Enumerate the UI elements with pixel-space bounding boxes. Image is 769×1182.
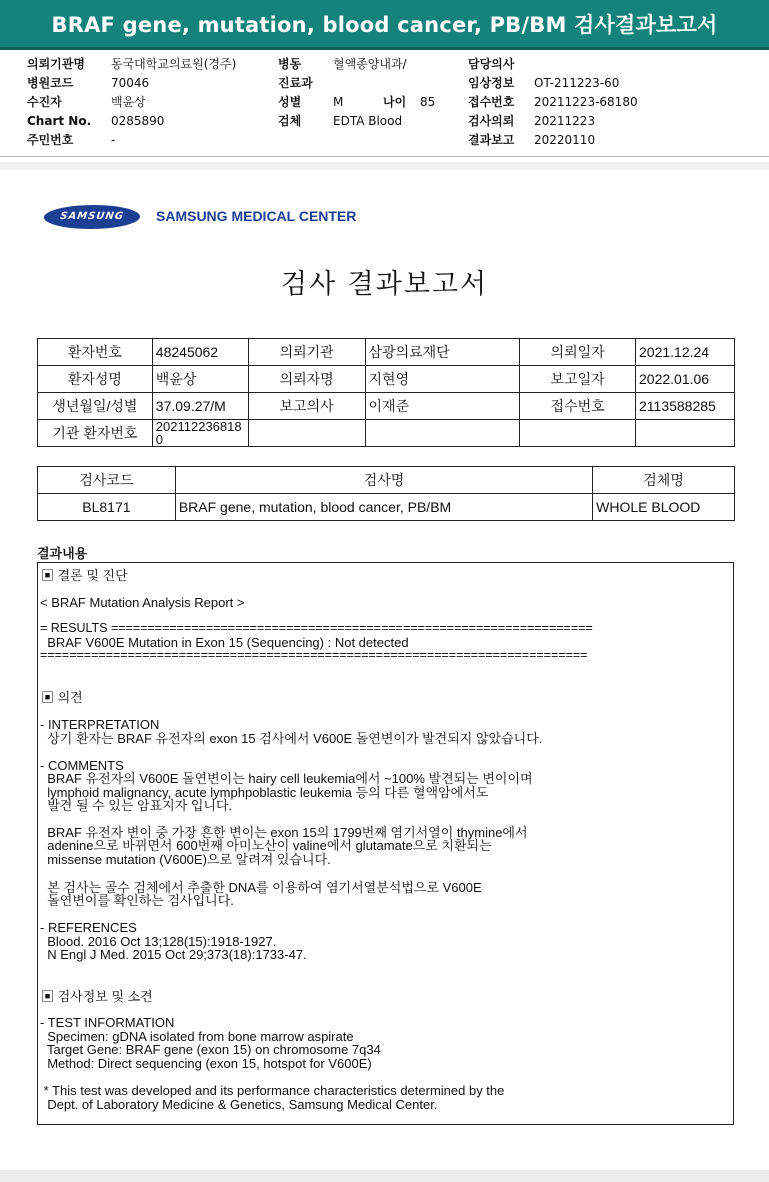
label-request-date: 검사의뢰	[468, 114, 515, 128]
label-report-date: 결과보고	[468, 133, 515, 147]
table-header: 검체명	[593, 467, 735, 494]
reference-item: N Engl J Med. 2015 Oct 29;373(18):1733-47.	[40, 947, 307, 962]
table-cell	[365, 420, 520, 447]
comments-line: adenine으로 바뀌면서 600번째 아미노산이 valine에서 glutamate으로 치환되는	[40, 838, 492, 853]
results-rule: ===========================================================================	[40, 648, 588, 662]
test-info-line: Target Gene: BRAF gene (exon 15) on chromosome 7q34	[40, 1042, 381, 1057]
header-col3	[468, 55, 638, 150]
table-cell: 지현영	[365, 366, 520, 393]
table-cell	[248, 420, 365, 447]
table-cell: 보고일자	[520, 366, 636, 393]
table-header-row	[38, 467, 735, 494]
header-col1	[27, 55, 236, 150]
comments-line: 발견 될 수 있는 암표지자 입니다.	[40, 798, 233, 813]
table-cell: 48245062	[152, 339, 248, 366]
page-gap	[0, 162, 769, 170]
interpretation-text: 상기 환자는 BRAF 유전자의 exon 15 검사에서 V600E 돌연변이가 발견되지 않았습니다.	[40, 731, 543, 746]
label-receipt-no: 접수번호	[468, 95, 515, 109]
section-conclusion: ▣ 결론 및 진단	[41, 568, 128, 583]
label-hospital-code: 병원코드	[27, 76, 74, 90]
label-chart-no: Chart No.	[27, 114, 92, 128]
header-col2	[278, 55, 435, 131]
comments-line: BRAF 유전자의 V600E 돌연변이는 hairy cell leukemia에서 ~100% 발견되는 변이이며	[40, 771, 533, 786]
results-heading: 결과내용	[37, 547, 88, 562]
value-age: 85	[420, 95, 436, 109]
comments-line: BRAF 유전자 변이 중 가장 흔한 변이는 exon 15의 1799번째 염기서열이 thymine에서	[40, 825, 528, 840]
table-header: 검사코드	[38, 467, 176, 494]
table-cell: 2021122368180	[152, 420, 248, 447]
interpretation-heading: - INTERPRETATION	[40, 717, 160, 732]
page-bottom-margin	[0, 1170, 769, 1182]
table-cell: 보고의사	[248, 393, 365, 420]
comments-line: 본 검사는 골수 검체에서 추출한 DNA를 이용하여 염기서열분석법으로 V600E	[40, 880, 482, 895]
table-cell: 환자성명	[38, 366, 153, 393]
report-title: BRAF gene, mutation, blood cancer, PB/BM 검사결과보고서	[51, 13, 718, 37]
value-ward: 혈액종양내과/	[333, 57, 407, 71]
table-cell	[520, 420, 636, 447]
value-clinical-info: OT-211223-60	[534, 76, 620, 90]
value-hospital-code: 70046	[111, 76, 150, 90]
section-opinion: ▣ 의견	[41, 690, 83, 705]
patient-info-table	[37, 338, 735, 447]
report-subtitle: < BRAF Mutation Analysis Report >	[40, 595, 245, 610]
table-cell: BL8171	[38, 494, 176, 521]
value-receipt-no: 20211223-68180	[534, 95, 638, 109]
references-heading: - REFERENCES	[40, 920, 137, 935]
test-info-line: Method: Direct sequencing (exon 15, hotspot for V600E)	[40, 1056, 372, 1071]
test-info-heading: - TEST INFORMATION	[40, 1015, 175, 1030]
value-sex: M	[333, 95, 344, 109]
label-ward: 병동	[278, 57, 302, 71]
reference-item: Blood. 2016 Oct 13;128(15):1918-1927.	[40, 934, 277, 949]
table-header: 검사명	[175, 467, 592, 494]
value-request-date: 20211223	[534, 114, 596, 128]
table-cell: 환자번호	[38, 339, 153, 366]
label-patient: 수진자	[27, 95, 62, 109]
value-chart-no: 0285890	[111, 114, 165, 128]
table-cell: 이재준	[365, 393, 520, 420]
value-patient: 백윤상	[111, 95, 146, 109]
table-cell: 백윤상	[152, 366, 248, 393]
comments-heading: - COMMENTS	[40, 758, 124, 773]
value-report-date: 20220110	[534, 133, 596, 147]
smc-logo-text: SAMSUNG MEDICAL CENTER	[156, 208, 357, 224]
label-age: 나이	[383, 95, 407, 109]
header-divider	[0, 156, 769, 157]
table-cell: 2021.12.24	[636, 339, 735, 366]
table-cell: 2022.01.06	[636, 366, 735, 393]
samsung-oval-logo	[42, 205, 141, 229]
table-cell: BRAF gene, mutation, blood cancer, PB/BM	[175, 494, 592, 521]
table-cell: 의뢰일자	[520, 339, 636, 366]
table-cell: 생년월일/성별	[38, 393, 153, 420]
section-test-info: ▣ 검사정보 및 소견	[41, 989, 153, 1004]
value-specimen: EDTA Blood	[333, 114, 403, 128]
document-title: 검사 결과보고서	[280, 269, 489, 300]
label-department: 진료과	[278, 76, 313, 90]
disclaimer-line: * This test was developed and its performance characteristics determined by the	[40, 1083, 505, 1098]
label-resident-no: 주민번호	[27, 133, 74, 147]
table-cell: 삼광의료재단	[365, 339, 520, 366]
results-line: = RESULTS ==================================================================	[40, 621, 593, 635]
label-physician: 담당의사	[468, 57, 515, 71]
label-sex: 성별	[278, 95, 302, 109]
table-cell: 의뢰기관	[248, 339, 365, 366]
samsung-logo-text: SAMSUNG	[59, 211, 125, 222]
comments-line: missense mutation (V600E)으로 알려져 있습니다.	[40, 852, 331, 867]
test-info-line: Specimen: gDNA isolated from bone marrow aspirate	[40, 1029, 354, 1044]
table-cell: WHOLE BLOOD	[593, 494, 735, 521]
table-cell: 의뢰자명	[248, 366, 365, 393]
table-cell: 2113588285	[636, 393, 735, 420]
label-specimen: 검체	[278, 114, 302, 128]
table-cell: 37.09.27/M	[152, 393, 248, 420]
table-row	[38, 420, 735, 447]
report-title-bar	[0, 0, 769, 50]
table-row	[38, 339, 735, 366]
table-row	[38, 393, 735, 420]
table-row	[38, 366, 735, 393]
comments-line: 돌연변이를 확인하는 검사입니다.	[40, 893, 234, 908]
value-resident-no: -	[111, 133, 116, 147]
disclaimer-line: Dept. of Laboratory Medicine & Genetics, Samsung Medical Center.	[40, 1097, 438, 1112]
results-value: BRAF V600E Mutation in Exon 15 (Sequencing) : Not detected	[40, 635, 409, 650]
table-cell	[636, 420, 735, 447]
test-info-table	[37, 466, 735, 521]
table-row	[38, 494, 735, 521]
comments-line: lymphoid malignancy, acute lymphpoblastic leukemia 등의 다른 혈액암에서도	[40, 785, 489, 800]
table-cell: 기관 환자번호	[38, 420, 153, 447]
table-cell: 접수번호	[520, 393, 636, 420]
label-institution: 의뢰기관명	[27, 57, 85, 71]
label-clinical-info: 임상정보	[468, 76, 515, 90]
value-institution: 동국대학교의료원(경주)	[111, 57, 237, 71]
